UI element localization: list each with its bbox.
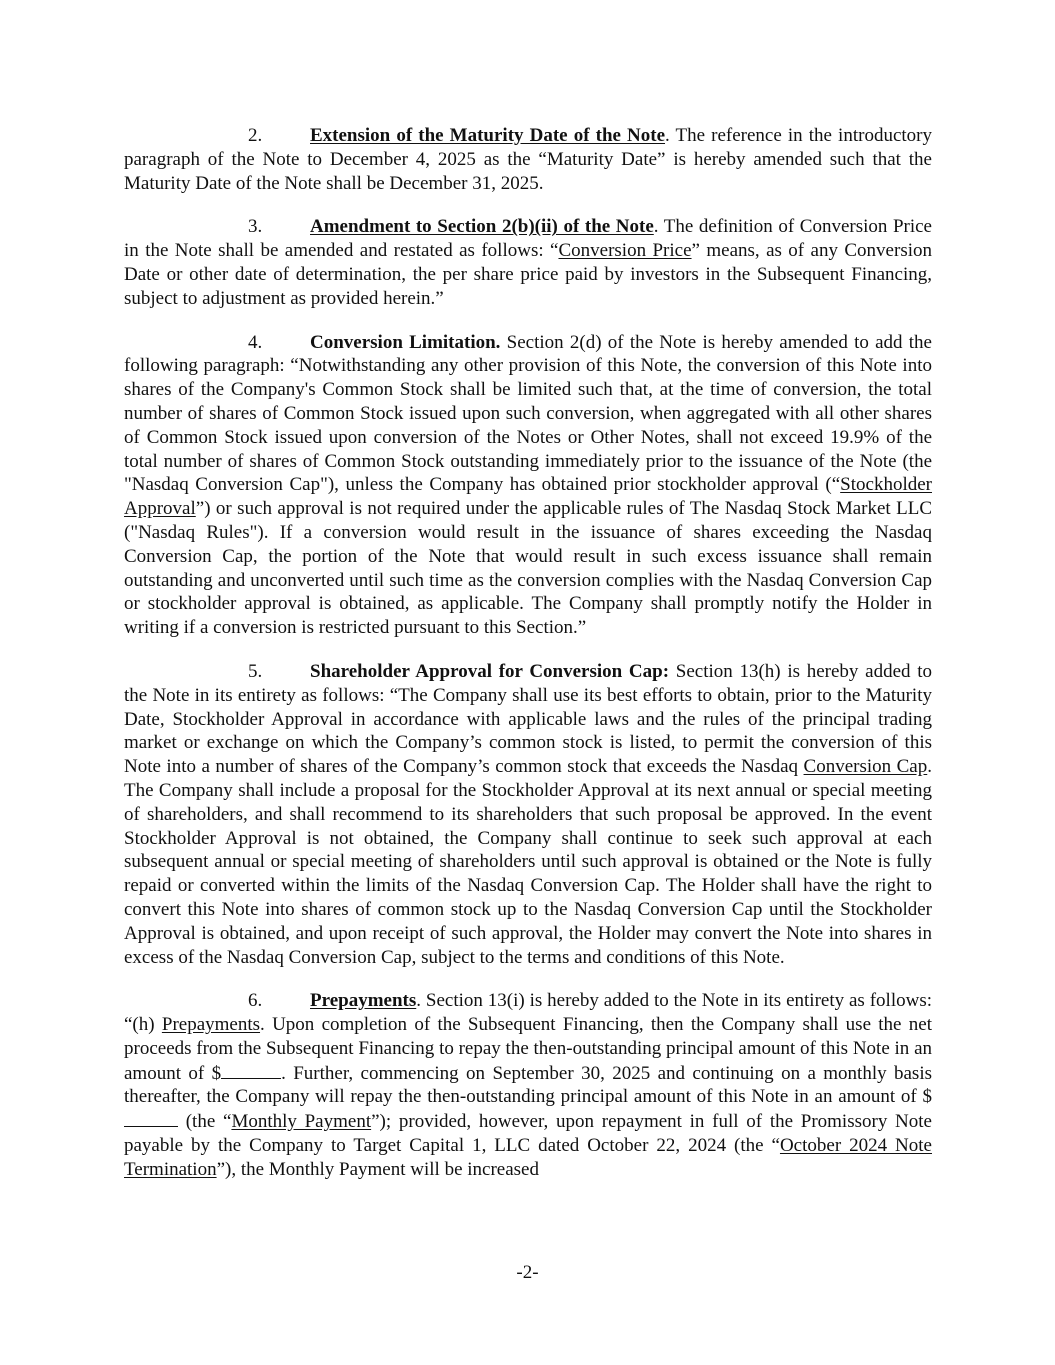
section-2: 2. Extension of the Maturity Date of the Note. The reference in the introductory paragraph of the Note to December 4, 2025 as the “Maturity Date” is hereby amended such that the Maturity Date of the Note shall be December 31, 2025. [124,125,932,194]
section-6: 6. Prepayments. Section 13(i) is hereby added to the Note in its entirety as follows: “(h) Prepayments. Upon completion of the Subsequent Financing, then the Company shall use the net proceeds from the Subsequent Financing to repay the then-outstanding principal amount of this Note in an amount of $ . Further, commencing on September 30, 2025 and continuing on a monthly basis thereafter, the Company will repay the then-outstanding principal amount of this Note in an amount of $ (the “Monthly Payment”); provided, however, upon repayment in full of the Promissory Note payable by the Company to Target Capital 1, LLC dated October 22, 2024 (the “October 2024 Note Termination”), the Monthly Payment will be increased [124,990,932,1180]
section-number: 5. [248,660,263,682]
section-5: 5. Shareholder Approval for Conversion Cap: Section 13(h) is hereby added to the Note in its entirety as follows: “The Company shall use its best efforts to obtain, prior to the Maturity Date, Stockholder Approval in accordance with applicable laws and the rules of the principal trading market or exchange on which the Company’s common stock is listed, to permit the conversion of this Note into a number of shares of the Company’s common stock that exceeds the Nasdaq Conversion Cap. The Company shall include a proposal for the Stockholder Approval at its next annual or special meeting of shareholders, and shall recommend to its shareholders that such proposal be approved. In the event Stockholder Approval is not obtained, the Company shall continue to seek such approval at each subsequent annual or special meeting of shareholders until such approval is obtained or the Note is fully repaid or converted within the limits of the Nasdaq Conversion Cap. The Holder shall have the right to convert this Note into shares of common stock up to the Nasdaq Conversion Cap until the Stockholder Approval is obtained, and upon receipt of such approval, the Holder may convert the Note into shares in excess of the Nasdaq Conversion Cap, subject to the terms and conditions of this Note. [124,660,933,968]
section-heading: Prepayments [310,990,417,1012]
page-number: -2- [516,1262,539,1283]
section-heading: Conversion Limitation. [310,331,501,353]
section-3: 3. Amendment to Section 2(b)(ii) of the Note. The definition of Conversion Price in the Note shall be amended and restated as follows: “Conversion Price” means, as of any Conversion Date or other date of determination, the per share price paid by investors in the Subsequent Financing, subject to adjustment as provided herein.” [124,216,932,309]
section-number: 6. [248,990,263,1012]
section-heading: Amendment to Section 2(b)(ii) of the Note [310,216,654,238]
document-page [124,124,932,1202]
defined-term: Stockholder Approval [124,474,932,520]
section-heading: Shareholder Approval for Conversion Cap: [310,660,670,682]
defined-term: Monthly Payment [231,1111,372,1133]
section-4: 4. Conversion Limitation. Section 2(d) of the Note is hereby amended to add the following paragraph: “Notwithstanding any other provision of this Note, the conversion of this Note into shares of the Company's Common Stock shall be limited such that, at the time of conversion, the total number of shares of Common Stock issued upon such conversion, when aggregated with all other shares of Common Stock issued upon conversion of the Notes or Other Notes, shall not exceed 19.9% of the total number of shares of Common Stock outstanding immediately prior to the issuance of the Note (the "Nasdaq Conversion Cap"), unless the Company has obtained prior stockholder approval (“Stockholder Approval”) or such approval is not required under the applicable rules of The Nasdaq Stock Market LLC ("Nasdaq Rules"). If a conversion would result in the issuance of shares exceeding the Nasdaq Conversion Cap, the portion of the Note that would result in such excess issuance shall remain outstanding and unconverted until such time as the conversion complies with the Nasdaq Conversion Cap or stockholder approval is obtained, as applicable. The Company shall promptly notify the Holder in writing if a conversion is restricted pursuant to this Section.” [124,331,932,639]
section-number: 2. [248,125,263,146]
section-body: Section 13(i) is hereby added to the Note in its entirety as follows: “(h) [124,990,932,1036]
section-number: 4. [248,331,263,353]
defined-term: Conversion Cap [803,756,928,778]
amount-blank [221,1061,281,1079]
defined-term: Prepayments [161,1014,261,1036]
section-body: Section 2(d) of the Note is hereby amended to add the following paragraph: “Notwithstanding any other provision of this Note, the conversion of this Note into shares of the Company's Common Stock shall be limited such that, at the time of conversion, the total number of shares of Common Stock issued upon such conversion, when aggregated with all other shares of Common Stock issued upon conversion of the Notes or Other Notes, shall not exceed 19.9% of the total number of shares of Common Stock outstanding immediately prior to the issuance of the Note (the "Nasdaq Conversion Cap"), unless the Company has obtained prior stockholder approval (“ [124,331,932,496]
section-heading: Extension of the Maturity Date of the Note [310,125,666,146]
section-body: The definition of Conversion Price in the Note shall be amended and restated as follows: “ [124,216,932,262]
section-number: 3. [248,216,263,238]
amount-blank [124,1109,178,1127]
section-body: The reference in the introductory paragraph of the Note to December 4, 2025 as the “Maturity Date” is hereby amended such that the Maturity Date of the Note shall be December 31, 2025. [124,125,932,194]
defined-term: Conversion Price [558,240,692,262]
section-body: Section 13(h) is hereby added to the Note in its entirety as follows: “The Company shall use its best efforts to obtain, prior to the Maturity Date, Stockholder Approval in accordance with applicable laws and the rules of the principal trading market or exchange on which the Company’s common stock is listed, to permit the conversion of this Note into a number of shares of the Company’s common stock that exceeds the Nasdaq [124,660,933,778]
defined-term: October 2024 Note Termination [124,1135,932,1180]
